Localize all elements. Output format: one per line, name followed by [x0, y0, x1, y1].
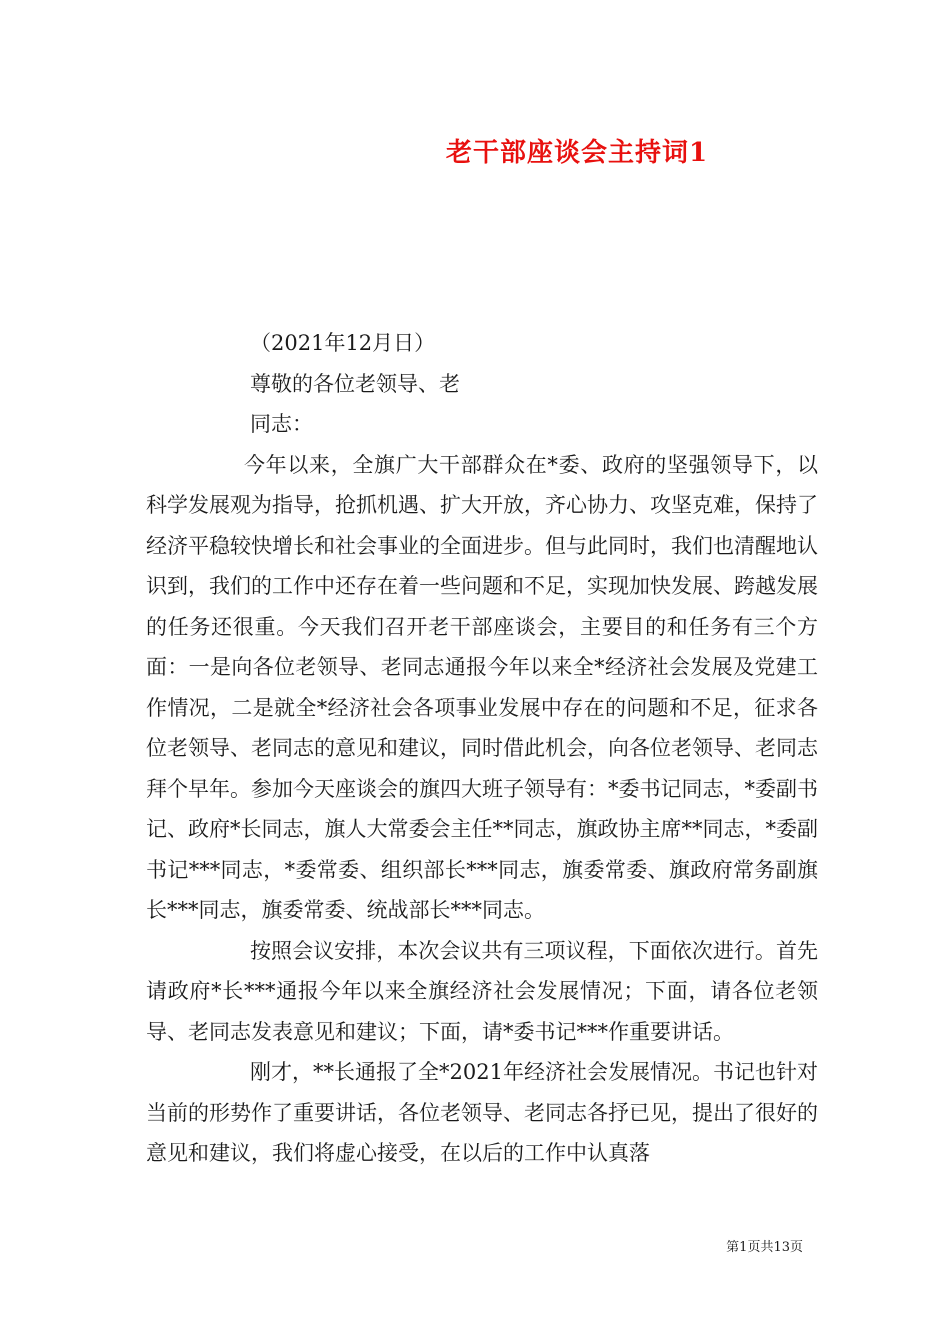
page-number: 第1页共13页 — [726, 1240, 803, 1255]
salutation-line-2: 同志： — [250, 412, 313, 436]
paragraph-3: 刚才，**长通报了全*2021年经济社会发展情况。书记也针对当前的形势作了重要讲话，各位老领导、老同志各抒已见，提出了很好的意见和建议，我们将虚心接受，在以后的工作中认真落 — [146, 1060, 818, 1165]
paragraph-2: 按照会议安排，本次会议共有三项议程，下面依次进行。首先请政府*长***通报今年以来全旗经济社会发展情况；下面，请各位老领导、老同志发表意见和建议；下面，请*委书记***作重要讲话。 — [146, 938, 818, 1044]
document-title: 老干部座谈会主持词1 — [445, 138, 709, 168]
paragraph-1: 今年以来，全旗广大干部群众在*委、政府的坚强领导下，以科学发展观为指导，抢抓机遇、扩大开放，齐心协力、攻坚克难，保持了经济平稳较快增长和社会事业的全面进步。但与此同时，我们也清醒地认识到，我们的工作中还存在着一些问题和不足，实现加快发展、跨越发展的任务还很重。今天我们召开老干部座谈会，主要目的和任务有三个方面：一是向各位老领导、老同志通报今年以来全*经济社会发展及党建工作情况，二是就全*经济社会各项事业发展中存在的问题和不足，征求各位老领导、老同志的意见和建议，同时借此机会，向各位老领导、老同志拜个早年。参加今天座谈会的旗四大班子领导有：*委书记同志，*委副书记、政府*长同志，旗人大常委会主任**同志，旗政协主席**同志，*委副书记***同志，*委常委、组织部长***同志，旗委常委、旗政府常务副旗长***同志，旗委常委、统战部长***同志。 — [146, 452, 818, 922]
salutation-line-1: 尊敬的各位老领导、老 — [250, 371, 460, 396]
document-body — [146, 323, 818, 1174]
date-line: （2021年12月日） — [250, 331, 436, 355]
